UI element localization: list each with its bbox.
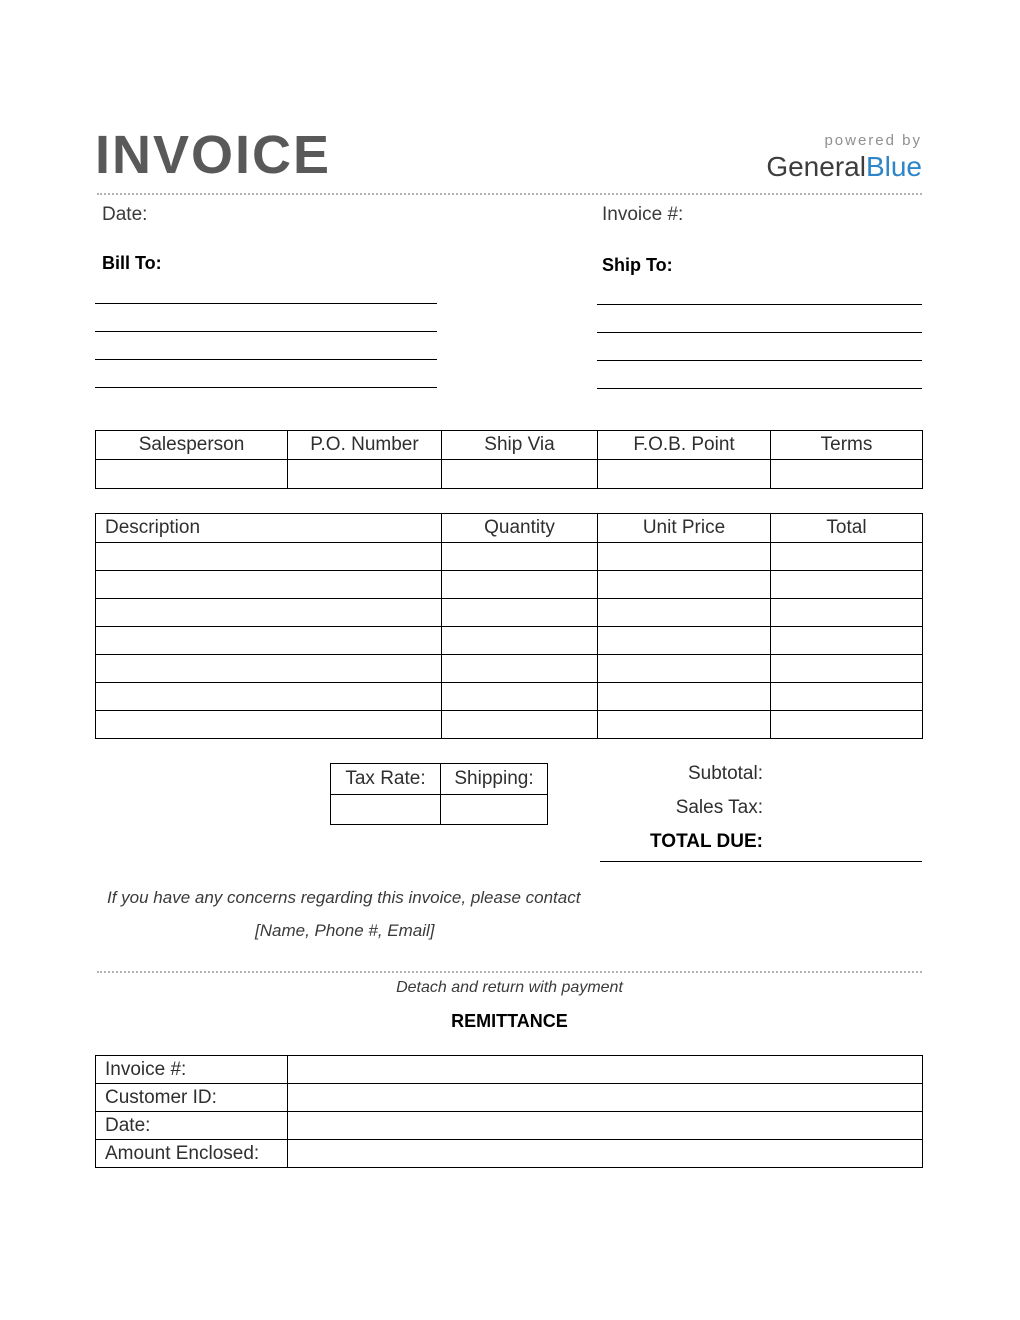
shipping-label: Shipping: (441, 764, 548, 795)
page-title: INVOICE (95, 125, 332, 185)
salesperson-header: Salesperson (96, 431, 288, 460)
remit-invoice-number-label: Invoice #: (96, 1056, 288, 1084)
shipping-cell[interactable] (441, 795, 548, 825)
contact-note-line1: If you have any concerns regarding this invoice, please contact (107, 888, 581, 907)
unit-price-cell[interactable] (598, 627, 771, 655)
total-header: Total (771, 514, 923, 543)
description-cell[interactable] (96, 711, 442, 739)
ship-via-cell[interactable] (442, 460, 598, 489)
quantity-cell[interactable] (442, 683, 598, 711)
description-cell[interactable] (96, 543, 442, 571)
ship-to-label: Ship To: (602, 255, 673, 275)
total-cell[interactable] (771, 571, 923, 599)
order-info-table (95, 430, 923, 489)
bill-to-label: Bill To: (102, 253, 162, 273)
total-cell[interactable] (771, 543, 923, 571)
remit-customer-id-cell[interactable] (288, 1084, 923, 1112)
remit-amount-enclosed-cell[interactable] (288, 1140, 923, 1168)
line-item-row (96, 655, 923, 683)
quantity-cell[interactable] (442, 571, 598, 599)
description-cell[interactable] (96, 627, 442, 655)
line-item-row (96, 683, 923, 711)
fob-point-header: F.O.B. Point (598, 431, 771, 460)
bill-to-line-2[interactable] (95, 331, 437, 332)
po-number-cell[interactable] (288, 460, 442, 489)
unit-price-header: Unit Price (598, 514, 771, 543)
unit-price-cell[interactable] (598, 655, 771, 683)
unit-price-cell[interactable] (598, 683, 771, 711)
subtotal-label: Subtotal: (688, 763, 763, 784)
unit-price-cell[interactable] (598, 711, 771, 739)
remittance-table (95, 1055, 923, 1168)
bill-to-line-4[interactable] (95, 387, 437, 388)
detach-note: Detach and return with payment (396, 979, 623, 996)
tax-rate-cell[interactable] (331, 795, 441, 825)
charges-header-row (331, 764, 548, 795)
ship-via-header: Ship Via (442, 431, 598, 460)
line-item-row (96, 571, 923, 599)
quantity-header: Quantity (442, 514, 598, 543)
ship-to-line-3[interactable] (597, 360, 922, 361)
ship-to-line-2[interactable] (597, 332, 922, 333)
total-cell[interactable] (771, 683, 923, 711)
unit-price-cell[interactable] (598, 543, 771, 571)
bill-to-line-3[interactable] (95, 359, 437, 360)
remit-customer-id-label: Customer ID: (96, 1084, 288, 1112)
quantity-cell[interactable] (442, 711, 598, 739)
remittance-row (96, 1140, 923, 1168)
detach-divider (97, 971, 922, 973)
quantity-cell[interactable] (442, 655, 598, 683)
remittance-row (96, 1056, 923, 1084)
totals-section (600, 763, 922, 862)
remittance-row (96, 1084, 923, 1112)
remit-date-label: Date: (96, 1112, 288, 1140)
total-due-label: TOTAL DUE: (650, 831, 763, 852)
charges-table (330, 763, 548, 825)
order-info-header-row (96, 431, 923, 460)
brand-name-blue: Blue (865, 151, 922, 182)
unit-price-cell[interactable] (598, 599, 771, 627)
total-cell[interactable] (771, 655, 923, 683)
remittance-row (96, 1112, 923, 1140)
remit-amount-enclosed-label: Amount Enclosed: (96, 1140, 288, 1168)
remit-invoice-number-cell[interactable] (288, 1056, 923, 1084)
order-info-value-row (96, 460, 923, 489)
brand-name (766, 151, 922, 182)
quantity-cell[interactable] (442, 627, 598, 655)
date-label: Date: (102, 204, 148, 225)
salesperson-cell[interactable] (96, 460, 288, 489)
sales-tax-label: Sales Tax: (675, 797, 763, 818)
ship-to-line-4[interactable] (597, 388, 922, 389)
remittance-title: REMITTANCE (451, 1011, 568, 1031)
contact-note-line2: [Name, Phone #, Email] (255, 921, 435, 940)
brand-logo (766, 132, 922, 183)
charges-value-row (331, 795, 548, 825)
bill-to-line-1[interactable] (95, 303, 437, 304)
description-cell[interactable] (96, 571, 442, 599)
line-item-row (96, 627, 923, 655)
ship-to-line-1[interactable] (597, 304, 922, 305)
total-cell[interactable] (771, 711, 923, 739)
description-cell[interactable] (96, 683, 442, 711)
quantity-cell[interactable] (442, 543, 598, 571)
total-cell[interactable] (771, 599, 923, 627)
tax-rate-label: Tax Rate: (331, 764, 441, 795)
header-divider (97, 193, 922, 195)
powered-by-text: powered by (824, 132, 922, 149)
line-item-row (96, 543, 923, 571)
line-item-row (96, 599, 923, 627)
total-cell[interactable] (771, 627, 923, 655)
remit-date-cell[interactable] (288, 1112, 923, 1140)
description-cell[interactable] (96, 655, 442, 683)
description-cell[interactable] (96, 599, 442, 627)
unit-price-cell[interactable] (598, 571, 771, 599)
terms-cell[interactable] (771, 460, 923, 489)
invoice-number-label: Invoice #: (602, 204, 684, 225)
brand-name-general: General (766, 151, 866, 182)
quantity-cell[interactable] (442, 599, 598, 627)
fob-point-cell[interactable] (598, 460, 771, 489)
po-number-header: P.O. Number (288, 431, 442, 460)
description-header: Description (96, 514, 442, 543)
terms-header: Terms (771, 431, 923, 460)
line-item-row (96, 711, 923, 739)
line-items-table (95, 513, 923, 739)
line-items-header-row (96, 514, 923, 543)
